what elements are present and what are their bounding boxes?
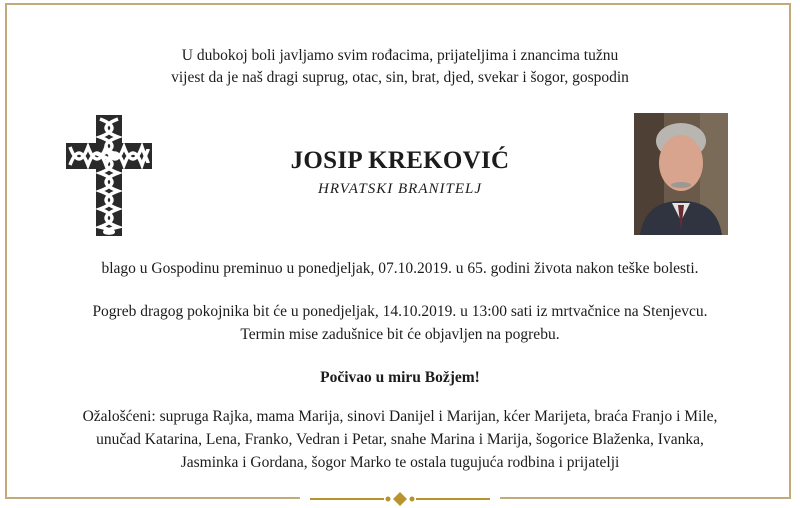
funeral-info-line-1: Pogreb dragog pokojnika bit će u ponedjeljak, 14.10.2019. u 13:00 sati iz mrtvačnice na Stenjevcu. [92, 303, 708, 320]
rest-in-peace: Počivao u miru Božjem! [320, 369, 480, 386]
celtic-cross-icon [64, 113, 154, 238]
mourners-line-1: Ožalošćeni: supruga Rajka, mama Marija, sinovi Danijel i Marijan, kćer Marijeta, braća Franjo i Mile, [82, 408, 718, 425]
deceased-title: HRVATSKI BRANITELJ [318, 181, 482, 197]
mourners-line-3: Jasminka i Gordana, šogor Marko te ostala tugujuća rodbina i prijatelji [180, 454, 620, 471]
death-announcement: blago u Gospodinu preminuo u ponedjeljak, 07.10.2019. u 65. godini života nakon teške bolesti. [101, 260, 699, 277]
intro-line-1: U dubokoj boli javljamo svim rođacima, prijateljima i znancima tužnu [181, 47, 619, 64]
mourners-line-2: unučad Katarina, Lena, Franko, Vedran i Petar, snahe Marina i Marija, šogorice Blaženka, Ivanka, [96, 431, 704, 448]
intro-line-2: vijest da je naš dragi suprug, otac, sin, brat, djed, svekar i šogor, gospodin [171, 69, 629, 86]
divider-ornament-icon [300, 490, 500, 508]
portrait-photo [634, 113, 728, 235]
funeral-info-line-2: Termin mise zadušnice bit će objavljen na pogrebu. [240, 326, 560, 343]
deceased-name: JOSIP KREKOVIĆ [290, 147, 510, 174]
